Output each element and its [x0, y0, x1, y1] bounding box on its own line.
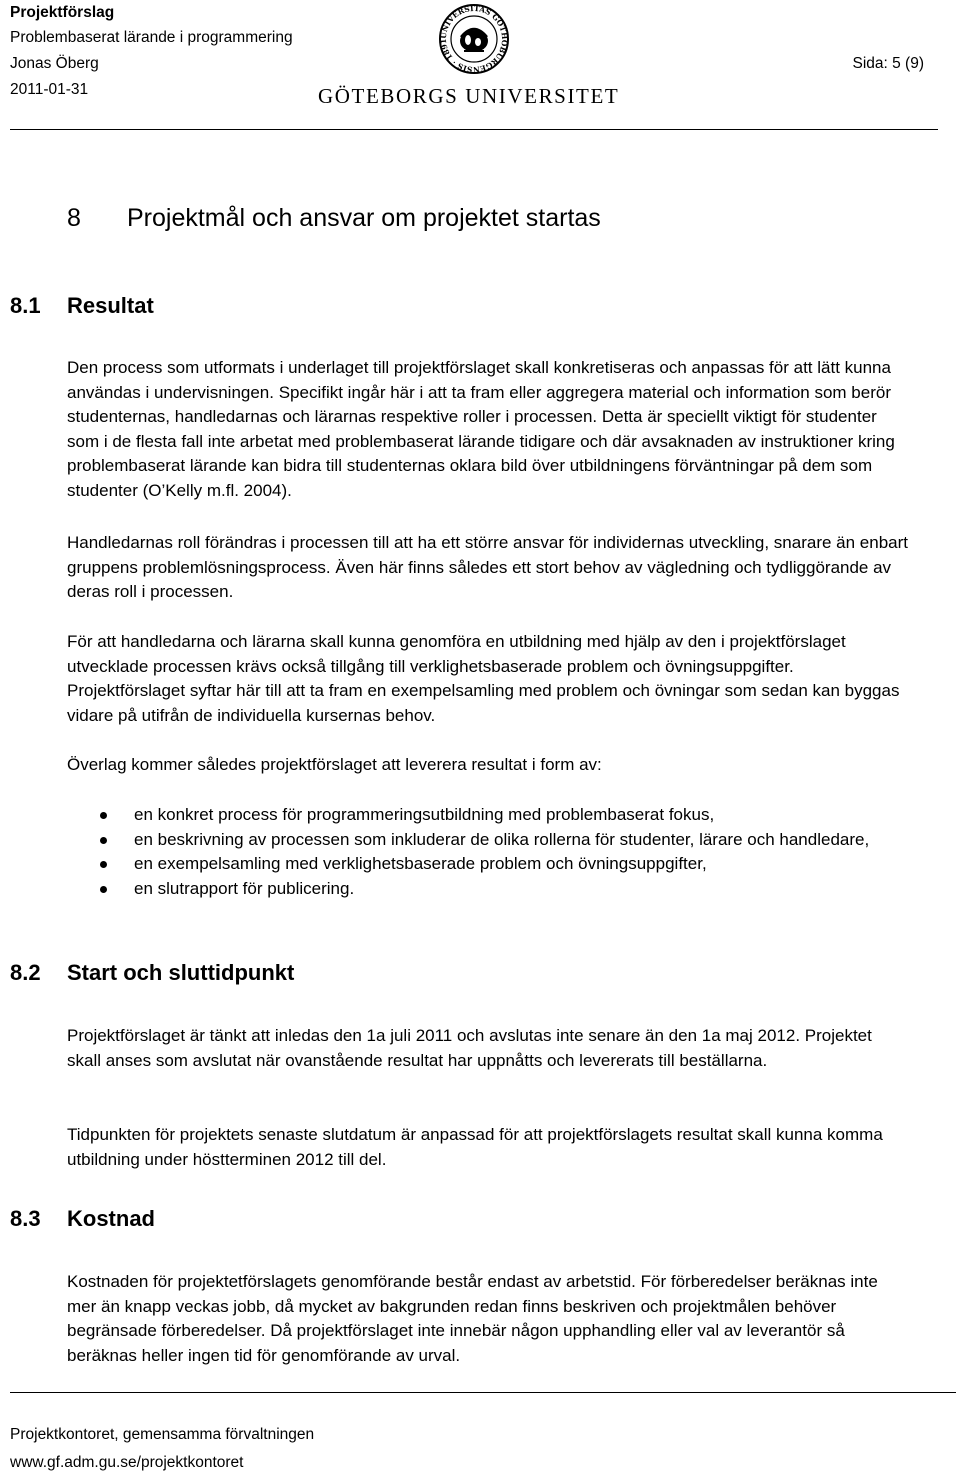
- section-title: Start och sluttidpunkt: [67, 960, 295, 985]
- seal-text: UNIVERSITAS GOTHOBURGENSIS · 1891: [438, 3, 510, 75]
- list-item: en slutrapport för publicering.: [67, 877, 909, 902]
- university-name: GÖTEBORGS UNIVERSITET: [318, 84, 620, 108]
- seal-emblem: [460, 29, 488, 52]
- list-item: en exempelsamling med verklighetsbaserade problem och övningsuppgifter,: [67, 852, 909, 877]
- document-subtitle: Problembaserat lärande i programmering: [10, 29, 293, 46]
- paragraph: För att handledarna och lärarna skall kunna genomföra en utbildning med hjälp av den i projektförslaget utvecklade processen krävs också tillgång till verklighetsbaserade problem och övningsuppgifter. Projektförslaget syftar här till att ta fram en exempelsamling med problem och övningar som sedan kan byggas vidare på utifrån de individuella kursernas behov.: [67, 632, 900, 725]
- footer-organization: Projektkontoret, gemensamma förvaltningen: [10, 1426, 315, 1443]
- header-rule: [10, 129, 938, 130]
- paragraph: Den process som utformats i underlaget till projektförslaget skall konkretiseras och anpassas för att lätt kunna användas i undervisningen. Specifikt ingår här i att ta fram eller aggregera material och information som berör studenternas, handledarnas och lärarnas respektive roller i processen. Detta är speciellt viktigt för studenter som i de flesta fall inte arbetat med problembaserat lärande tidigare och där avsaknaden av instruktioner kring problembaserat lärande kan bidra till studenternas oklara bild över utbildningens förväntningar på dem som studenter (O’Kelly m.fl. 2004).: [67, 358, 895, 500]
- page-number: Sida: 5 (9): [852, 55, 924, 72]
- bullet-icon: [100, 861, 107, 868]
- section-8-heading: [67, 203, 601, 233]
- paragraph: Tidpunkten för projektets senaste slutdatum är anpassad för att projektförslagets resultat skall kunna komma utbildning under höstterminen 2012 till del.: [67, 1125, 883, 1169]
- university-seal-logo: [434, 3, 514, 75]
- section-8-2-heading: [10, 960, 294, 986]
- section-number: 8.3: [10, 1206, 41, 1231]
- paragraph: Handledarnas roll förändras i processen till att ha ett större ansvar för individernas utveckling, snarare än enbart gruppens problemlösningsprocess. Även här finns således ett stort behov av vägledning och tydliggörande av deras roll i processen.: [67, 533, 908, 601]
- list-item: en beskrivning av processen som inkluderar de olika rollerna för studenter, lärare och handledare,: [67, 828, 909, 853]
- footer-rule: [10, 1392, 956, 1393]
- bullet-icon: [100, 886, 107, 893]
- section-number: 8.1: [10, 293, 41, 318]
- section-title: Resultat: [67, 293, 154, 318]
- section-title: Kostnad: [67, 1206, 155, 1231]
- section-title: Projektmål och ansvar om projektet startas: [127, 204, 601, 232]
- bullet-icon: [100, 837, 107, 844]
- paragraph: Överlag kommer således projektförslaget att leverera resultat i form av:: [67, 755, 602, 774]
- section-number: 8.2: [10, 960, 41, 985]
- footer-url: www.gf.adm.gu.se/projektkontoret: [10, 1454, 244, 1471]
- list-item: en konkret process för programmeringsutbildning med problembaserat fokus,: [67, 803, 909, 828]
- document-date: 2011-01-31: [10, 81, 89, 98]
- paragraph: Kostnaden för projektetförslagets genomförande består endast av arbetstid. För förberedelser beräknas inte mer än knapp veckas jobb, då mycket av bakgrunden redan finns beskriven och projektmålen behöver begränsade förberedelser. Då projektförslaget inte innebär någon upphandling eller val av leverantör så beräknas heller ingen tid för genomförande av urval.: [67, 1272, 878, 1365]
- paragraph: Projektförslaget är tänkt att inledas den 1a juli 2011 och avslutas inte senare än den 1a maj 2012. Projektet skall anses som avslutat när ovanstående resultat har uppnåtts och levererats till beställarna.: [67, 1026, 872, 1070]
- section-8-3-heading: [10, 1206, 155, 1232]
- bullet-icon: [100, 812, 107, 819]
- section-8-1-heading: [10, 293, 154, 319]
- results-list: [67, 803, 909, 901]
- document-type: Projektförslag: [10, 4, 115, 21]
- author-name: Jonas Öberg: [10, 55, 99, 72]
- section-number: 8: [67, 204, 81, 232]
